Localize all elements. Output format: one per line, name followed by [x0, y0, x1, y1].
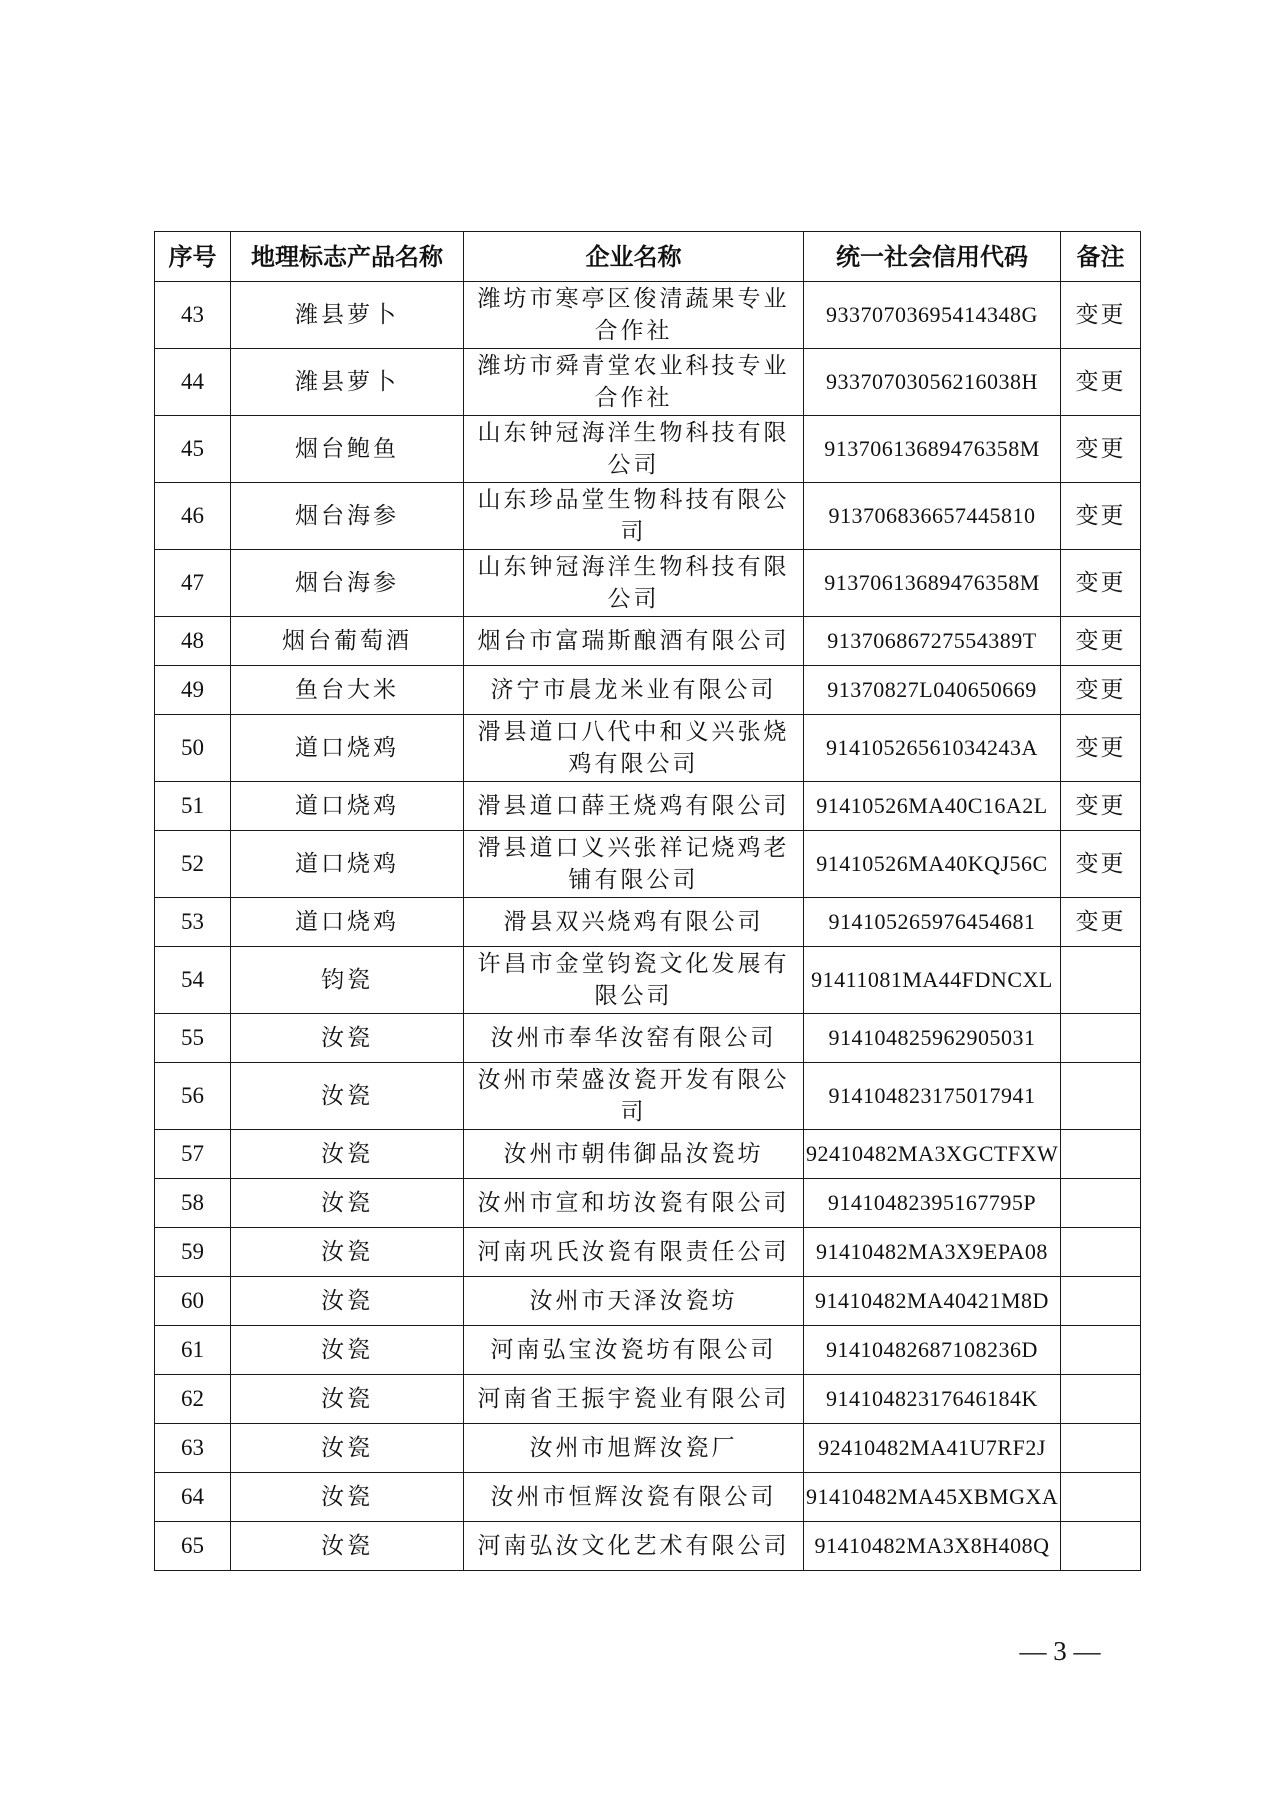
company-line: 济宁市晨龙米业有限公司 — [490, 677, 777, 703]
cell-credit-code: 92410482MA41U7RF2J — [804, 1424, 1061, 1473]
cell-product: 潍县萝卜 — [231, 282, 464, 349]
company-line: 汝州市旭辉汝瓷厂 — [529, 1435, 738, 1461]
cell-credit-code: 91410482687108236D — [804, 1326, 1061, 1375]
cell-note — [1061, 1277, 1141, 1326]
table-row — [155, 1522, 1141, 1571]
cell-product: 烟台葡萄酒 — [231, 617, 464, 666]
company-line: 司 — [620, 1099, 647, 1125]
table-row — [155, 1228, 1141, 1277]
cell-credit-code: 91410482MA40421M8D — [804, 1277, 1061, 1326]
cell-product: 汝瓷 — [231, 1228, 464, 1277]
cell-note — [1061, 1228, 1141, 1277]
cell-note: 变更 — [1061, 550, 1141, 617]
company-line: 鸡有限公司 — [568, 751, 699, 777]
cell-credit-code: 93370703056216038H — [804, 349, 1061, 416]
cell-credit-code: 91370827L040650669 — [804, 666, 1061, 715]
cell-note: 变更 — [1061, 617, 1141, 666]
table-row — [155, 1063, 1141, 1130]
cell-company — [464, 1014, 804, 1063]
cell-note — [1061, 1473, 1141, 1522]
cell-note — [1061, 1179, 1141, 1228]
cell-note — [1061, 1424, 1141, 1473]
company-line: 司 — [620, 519, 647, 545]
cell-credit-code: 93370703695414348G — [804, 282, 1061, 349]
cell-note: 变更 — [1061, 349, 1141, 416]
cell-credit-code: 92410482MA3XGCTFXW — [804, 1130, 1061, 1179]
cell-credit-code: 914104823175017941 — [804, 1063, 1061, 1130]
cell-note: 变更 — [1061, 416, 1141, 483]
company-line: 公司 — [607, 586, 660, 612]
cell-product: 汝瓷 — [231, 1424, 464, 1473]
cell-note: 变更 — [1061, 831, 1141, 898]
cell-company — [464, 550, 804, 617]
header-credit-code: 统一社会信用代码 — [804, 232, 1061, 282]
company-line: 河南弘汝文化艺术有限公司 — [477, 1533, 790, 1559]
cell-product: 汝瓷 — [231, 1014, 464, 1063]
cell-company — [464, 831, 804, 898]
cell-seq: 60 — [155, 1277, 231, 1326]
cell-company — [464, 947, 804, 1014]
cell-seq: 47 — [155, 550, 231, 617]
company-line: 河南弘宝汝瓷坊有限公司 — [490, 1337, 777, 1363]
cell-credit-code: 91411081MA44FDNCXL — [804, 947, 1061, 1014]
cell-credit-code: 91370613689476358M — [804, 416, 1061, 483]
cell-note: 变更 — [1061, 782, 1141, 831]
cell-company — [464, 1179, 804, 1228]
cell-company — [464, 1228, 804, 1277]
cell-seq: 56 — [155, 1063, 231, 1130]
company-line: 河南省王振宇瓷业有限公司 — [477, 1386, 790, 1412]
cell-seq: 64 — [155, 1473, 231, 1522]
cell-note — [1061, 1522, 1141, 1571]
cell-company — [464, 1473, 804, 1522]
cell-seq: 59 — [155, 1228, 231, 1277]
table-row — [155, 1326, 1141, 1375]
cell-company — [464, 1063, 804, 1130]
cell-seq: 48 — [155, 617, 231, 666]
cell-credit-code: 91410482MA45XBMGXA — [804, 1473, 1061, 1522]
company-line: 山东钟冠海洋生物科技有限 — [477, 554, 790, 580]
company-line: 烟台市富瑞斯酿酒有限公司 — [477, 628, 790, 654]
cell-product: 汝瓷 — [231, 1179, 464, 1228]
cell-product: 汝瓷 — [231, 1326, 464, 1375]
company-line: 河南巩氏汝瓷有限责任公司 — [477, 1239, 790, 1265]
table-row — [155, 416, 1141, 483]
company-line: 汝州市宣和坊汝瓷有限公司 — [477, 1190, 790, 1216]
cell-company — [464, 1326, 804, 1375]
company-line: 汝州市恒辉汝瓷有限公司 — [490, 1484, 777, 1510]
table-row — [155, 282, 1141, 349]
cell-credit-code: 914105265976454681 — [804, 898, 1061, 947]
table-row — [155, 1424, 1141, 1473]
table-row — [155, 1130, 1141, 1179]
cell-company — [464, 666, 804, 715]
cell-product: 汝瓷 — [231, 1277, 464, 1326]
table-row — [155, 1179, 1141, 1228]
cell-company — [464, 282, 804, 349]
company-line: 限公司 — [594, 983, 673, 1009]
cell-credit-code: 91410482317646184K — [804, 1375, 1061, 1424]
cell-note: 变更 — [1061, 666, 1141, 715]
header-company: 企业名称 — [464, 232, 804, 282]
cell-seq: 44 — [155, 349, 231, 416]
cell-product: 汝瓷 — [231, 1522, 464, 1571]
cell-credit-code: 91410526561034243A — [804, 715, 1061, 782]
cell-credit-code: 91410482MA3X8H408Q — [804, 1522, 1061, 1571]
cell-company — [464, 782, 804, 831]
company-line: 滑县道口义兴张祥记烧鸡老 — [477, 835, 790, 861]
table-row — [155, 831, 1141, 898]
page-number: — 3 — — [1019, 1636, 1101, 1666]
company-line: 铺有限公司 — [568, 867, 699, 893]
cell-note — [1061, 1130, 1141, 1179]
cell-note — [1061, 947, 1141, 1014]
cell-seq: 65 — [155, 1522, 231, 1571]
cell-seq: 62 — [155, 1375, 231, 1424]
table-row — [155, 715, 1141, 782]
cell-company — [464, 416, 804, 483]
cell-product: 钧瓷 — [231, 947, 464, 1014]
table-row — [155, 483, 1141, 550]
table-header — [155, 232, 1141, 282]
cell-product: 烟台海参 — [231, 483, 464, 550]
cell-note: 变更 — [1061, 483, 1141, 550]
table-row — [155, 1014, 1141, 1063]
cell-product: 烟台鲍鱼 — [231, 416, 464, 483]
cell-credit-code: 91370686727554389T — [804, 617, 1061, 666]
cell-product: 烟台海参 — [231, 550, 464, 617]
header-seq: 序号 — [155, 232, 231, 282]
cell-company — [464, 1522, 804, 1571]
company-line: 合作社 — [594, 318, 673, 344]
table-row — [155, 666, 1141, 715]
cell-credit-code: 91410526MA40KQJ56C — [804, 831, 1061, 898]
cell-note — [1061, 1375, 1141, 1424]
table-body — [155, 282, 1141, 1571]
cell-product: 潍县萝卜 — [231, 349, 464, 416]
cell-seq: 53 — [155, 898, 231, 947]
company-line: 山东钟冠海洋生物科技有限 — [477, 420, 790, 446]
company-line: 汝州市朝伟御品汝瓷坊 — [503, 1141, 764, 1167]
company-line: 滑县道口薛王烧鸡有限公司 — [477, 793, 790, 819]
cell-seq: 43 — [155, 282, 231, 349]
cell-product: 汝瓷 — [231, 1130, 464, 1179]
cell-company — [464, 1375, 804, 1424]
cell-credit-code: 91370613689476358M — [804, 550, 1061, 617]
registration-table — [154, 231, 1141, 1571]
cell-seq: 54 — [155, 947, 231, 1014]
cell-company — [464, 617, 804, 666]
company-line: 汝州市天泽汝瓷坊 — [529, 1288, 738, 1314]
cell-company — [464, 1424, 804, 1473]
company-line: 公司 — [607, 452, 660, 478]
cell-product: 道口烧鸡 — [231, 831, 464, 898]
cell-note: 变更 — [1061, 715, 1141, 782]
table-row — [155, 947, 1141, 1014]
company-line: 滑县道口八代中和义兴张烧 — [477, 719, 790, 745]
company-line: 潍坊市寒亭区俊清蔬果专业 — [477, 286, 790, 312]
table-row — [155, 617, 1141, 666]
cell-seq: 46 — [155, 483, 231, 550]
company-line: 滑县双兴烧鸡有限公司 — [503, 909, 764, 935]
cell-seq: 50 — [155, 715, 231, 782]
cell-seq: 61 — [155, 1326, 231, 1375]
cell-company — [464, 898, 804, 947]
company-line: 潍坊市舜青堂农业科技专业 — [477, 353, 790, 379]
cell-company — [464, 483, 804, 550]
table-row — [155, 1277, 1141, 1326]
cell-product: 鱼台大米 — [231, 666, 464, 715]
cell-product: 汝瓷 — [231, 1375, 464, 1424]
company-line: 汝州市奉华汝窑有限公司 — [490, 1025, 777, 1051]
cell-credit-code: 91410482395167795P — [804, 1179, 1061, 1228]
company-line: 合作社 — [594, 385, 673, 411]
cell-company — [464, 349, 804, 416]
cell-credit-code: 91410482MA3X9EPA08 — [804, 1228, 1061, 1277]
cell-company — [464, 1277, 804, 1326]
cell-seq: 52 — [155, 831, 231, 898]
company-line: 山东珍品堂生物科技有限公 — [477, 487, 790, 513]
header-product: 地理标志产品名称 — [231, 232, 464, 282]
cell-note — [1061, 1063, 1141, 1130]
cell-seq: 49 — [155, 666, 231, 715]
header-row — [155, 232, 1141, 282]
table-row — [155, 782, 1141, 831]
cell-product: 道口烧鸡 — [231, 782, 464, 831]
cell-product: 道口烧鸡 — [231, 715, 464, 782]
company-line: 许昌市金堂钧瓷文化发展有 — [477, 951, 790, 977]
header-note: 备注 — [1061, 232, 1141, 282]
cell-product: 汝瓷 — [231, 1063, 464, 1130]
company-line: 汝州市荣盛汝瓷开发有限公 — [477, 1067, 790, 1093]
cell-product: 道口烧鸡 — [231, 898, 464, 947]
table-row — [155, 349, 1141, 416]
cell-note: 变更 — [1061, 898, 1141, 947]
cell-credit-code: 91410526MA40C16A2L — [804, 782, 1061, 831]
cell-note — [1061, 1014, 1141, 1063]
cell-seq: 63 — [155, 1424, 231, 1473]
cell-company — [464, 715, 804, 782]
cell-credit-code: 914104825962905031 — [804, 1014, 1061, 1063]
cell-seq: 51 — [155, 782, 231, 831]
cell-product: 汝瓷 — [231, 1473, 464, 1522]
cell-seq: 57 — [155, 1130, 231, 1179]
cell-note — [1061, 1326, 1141, 1375]
cell-seq: 58 — [155, 1179, 231, 1228]
cell-seq: 45 — [155, 416, 231, 483]
cell-credit-code: 913706836657445810 — [804, 483, 1061, 550]
cell-seq: 55 — [155, 1014, 231, 1063]
table-row — [155, 1473, 1141, 1522]
cell-note: 变更 — [1061, 282, 1141, 349]
table-row — [155, 1375, 1141, 1424]
table-row — [155, 898, 1141, 947]
table-row — [155, 550, 1141, 617]
cell-company — [464, 1130, 804, 1179]
